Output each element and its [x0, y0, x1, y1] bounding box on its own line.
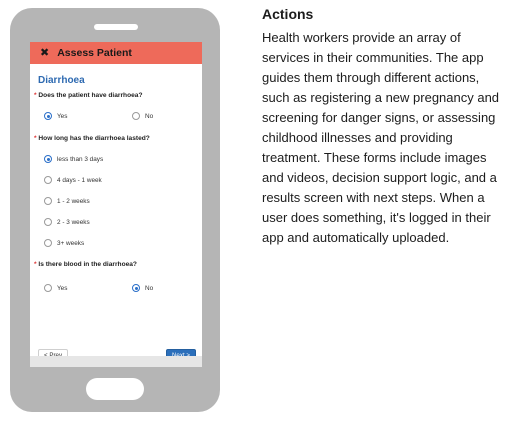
- radio-unselected[interactable]: [44, 197, 52, 205]
- page-title: Assess Patient: [57, 47, 132, 59]
- screen-bottom-bar: [30, 356, 202, 367]
- option-4-days-1-week[interactable]: 4 days - 1 week: [44, 175, 202, 185]
- radio-selected[interactable]: [44, 155, 52, 163]
- description-panel: [262, 6, 506, 248]
- question-blood-in-diarrhoea: * Is there blood in the diarrhoea?: [34, 261, 137, 268]
- question-has-diarrhoea: * Does the patient have diarrhoea?: [34, 92, 143, 99]
- home-button[interactable]: [86, 378, 144, 400]
- section-title: Diarrhoea: [38, 75, 85, 86]
- phone-screen: [30, 42, 202, 367]
- option-1-2-weeks[interactable]: 1 - 2 weeks: [44, 196, 202, 206]
- options-diarrhoea-duration: [44, 154, 202, 248]
- option-3-plus-weeks[interactable]: 3+ weeks: [44, 238, 202, 248]
- options-has-diarrhoea: [44, 111, 202, 121]
- option-yes[interactable]: Yes: [44, 283, 132, 293]
- question-diarrhoea-duration: * How long has the diarrhoea lasted?: [34, 135, 150, 142]
- close-icon[interactable]: ✖: [40, 46, 50, 59]
- options-blood-in-diarrhoea: [44, 283, 202, 293]
- description-body: Health workers provide an array of services in their communities. The app guides them through different actions, such as registering a new pregnancy and screening for danger signs, or assessing childhood illnesses and providing treatment. These forms include images and videos, decision support logic, and a results screen with next steps. When a user does something, it's logged in their app and automatically uploaded.: [262, 30, 500, 245]
- option-yes[interactable]: Yes: [44, 111, 132, 121]
- option-less-than-3-days[interactable]: less than 3 days: [44, 154, 202, 164]
- radio-selected[interactable]: [44, 112, 52, 120]
- phone-speaker: [94, 24, 138, 30]
- radio-unselected[interactable]: [132, 112, 140, 120]
- option-2-3-weeks[interactable]: 2 - 3 weeks: [44, 217, 202, 227]
- phone-frame: [10, 8, 220, 412]
- radio-unselected[interactable]: [44, 176, 52, 184]
- app-header: [30, 42, 202, 64]
- radio-unselected[interactable]: [44, 218, 52, 226]
- radio-unselected[interactable]: [44, 284, 52, 292]
- radio-selected[interactable]: [132, 284, 140, 292]
- radio-unselected[interactable]: [44, 239, 52, 247]
- option-no[interactable]: No: [132, 283, 153, 293]
- option-no[interactable]: No: [132, 111, 153, 121]
- description-heading: Actions: [262, 6, 314, 22]
